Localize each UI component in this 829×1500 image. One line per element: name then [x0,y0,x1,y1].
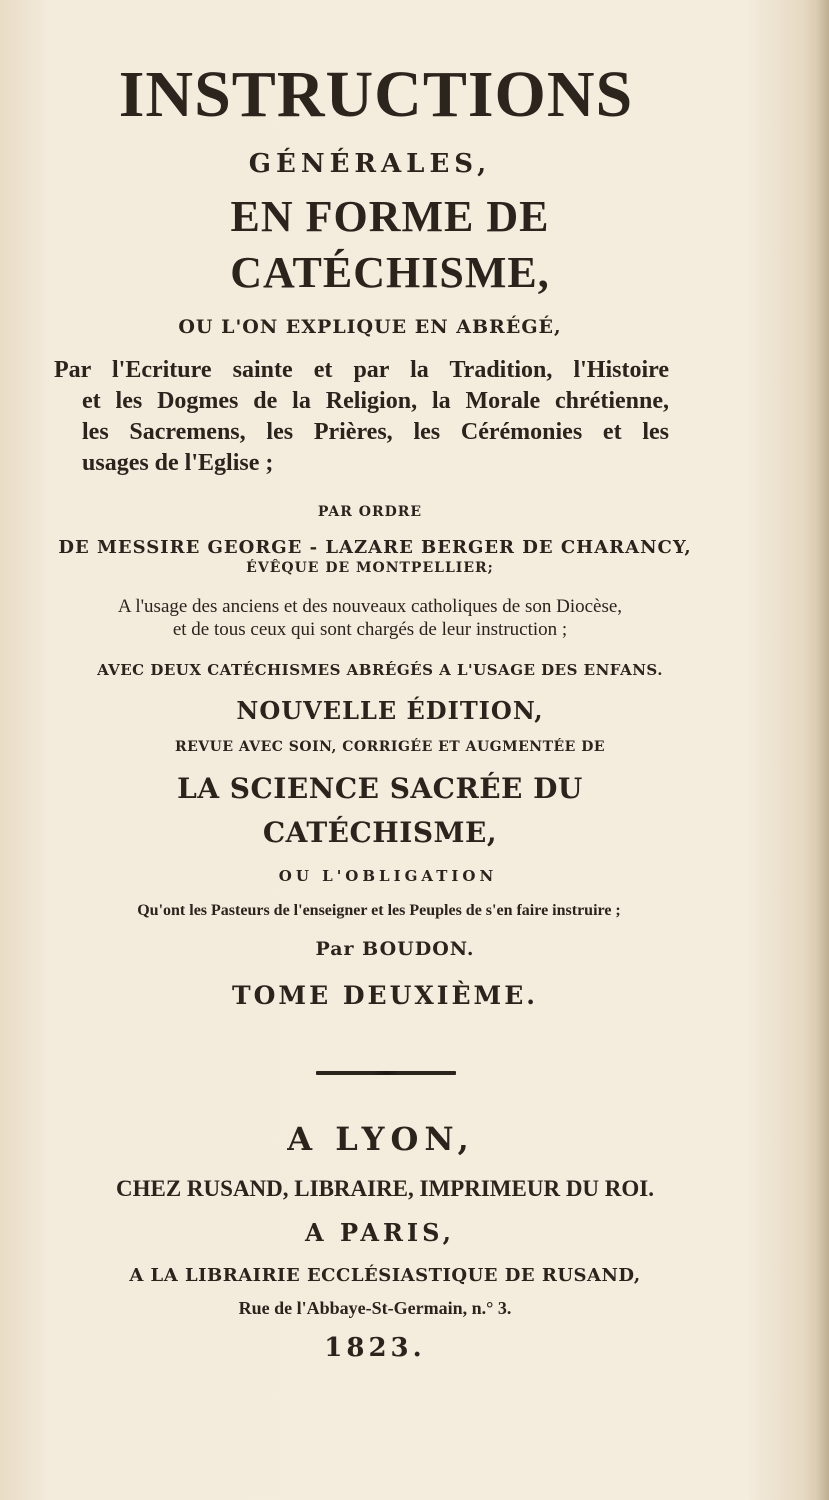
messire-line: DE MESSIRE GEORGE - LAZARE BERGER DE CHARANCY, [58,537,692,558]
author-line: Par BOUDON. [315,938,475,960]
deux-catechismes: AVEC DEUX CATÉCHISMES ABRÉGÉS A L'USAGE DES ENFANS. [97,661,663,679]
title-page-content [40,55,700,1365]
subtitle-explique: OU L'ON EXPLIQUE EN ABRÉGÉ, [178,316,562,338]
obligation-line: OU L'OBLIGATION [278,867,498,885]
volume-line: TOME DEUXIÈME. [232,981,538,1010]
imprint-paris: A PARIS, [305,1218,455,1247]
usage-line: A l'usage des anciens et des nouveaux catholiques de son Diocèse, [117,596,623,617]
nouvelle-edition: NOUVELLE ÉDITION, [236,696,544,725]
description-line: Par l'Ecriture sainte et par la Tradition, l'Histoire [54,357,669,383]
pasteurs-line: Qu'ont les Pasteurs de l'enseigner et les Peuples de s'en faire instruire ; [137,902,621,919]
description-line: et les Dogmes de la Religion, la Morale chrétienne, [82,388,669,414]
subtitle-generales: GÉNÉRALES, [248,149,492,179]
imprint-address: Rue de l'Abbaye-St-Germain, n.° 3. [238,1298,512,1318]
description-line: usages de l'Eglise ; [82,450,274,476]
imprint-librairie: A LA LIBRAIRIE ECCLÉSIASTIQUE DE RUSAND, [129,1265,641,1286]
description-line: les Sacremens, les Prières, les Cérémonies et les [82,419,669,445]
book-title: INSTRUCTIONS [118,58,634,131]
revue-line: REVUE AVEC SOIN, CORRIGÉE ET AUGMENTÉE DE [174,739,606,755]
eveque-line: ÉVÊQUE DE MONTPELLIER; [246,560,494,576]
science-sacree: LA SCIENCE SACRÉE DU CATÉCHISME, [177,772,583,849]
imprint-lyon: A LYON, [287,1120,475,1158]
description-paragraph [54,355,669,479]
par-ordre: PAR ORDRE [317,504,423,520]
imprint-year: 1823. [324,1333,426,1363]
ornamental-rule [316,1071,456,1075]
usage-line: et de tous ceux qui sont chargés de leur instruction ; [172,619,568,640]
page-edge [815,0,829,1500]
imprint-rusand: CHEZ RUSAND, LIBRAIRE, IMPRIMEUR DU ROI. [116,1176,654,1201]
subtitle-forme: EN FORME DE CATÉCHISME, [230,192,550,297]
